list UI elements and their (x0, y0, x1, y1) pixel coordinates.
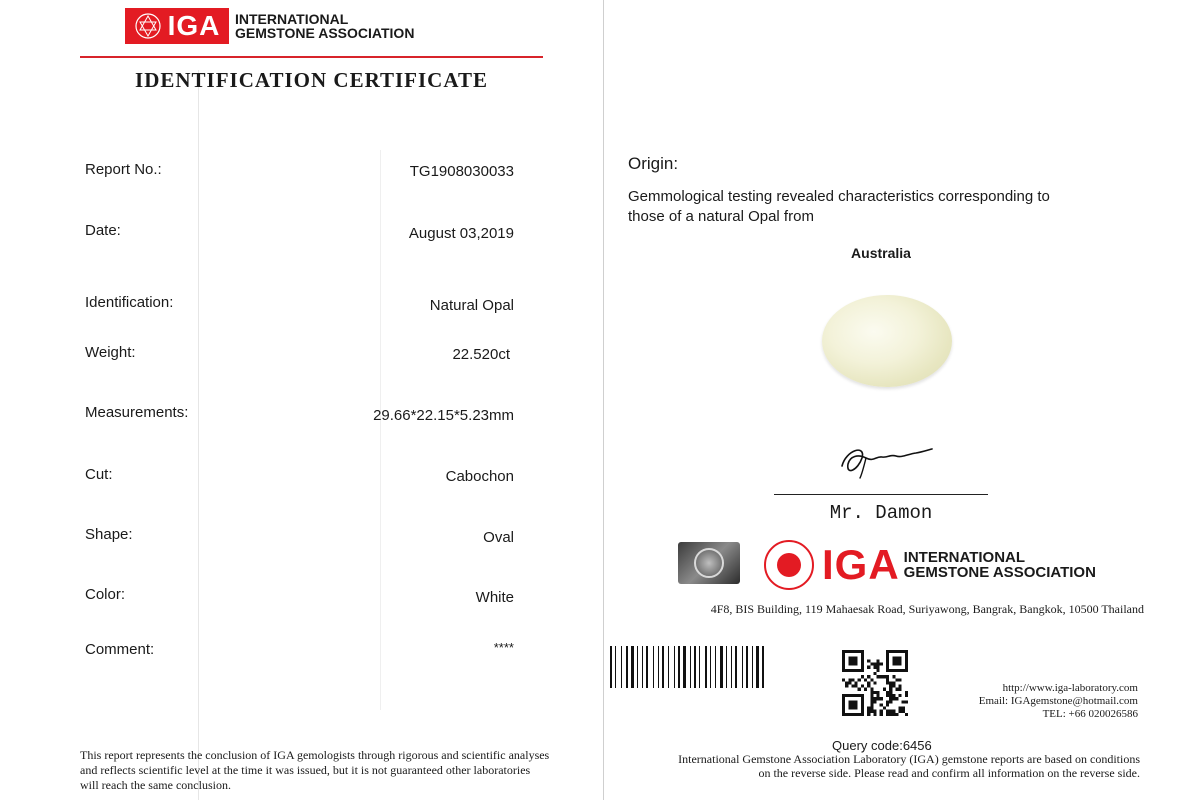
paper-crease (198, 70, 199, 800)
iga-logo (125, 8, 414, 44)
iga-emblem-icon (764, 540, 814, 590)
report-no-value: TG1908030033 (409, 163, 514, 180)
reverse-side-notice: International Gemstone Association Laboratory (IGA) gemstone reports are based on conditions on the reverse side. Please read and confirm all information on the reverse side. (678, 752, 1140, 780)
qr-code-icon (842, 650, 908, 716)
iga-logo-text: IGA (167, 10, 221, 41)
certificate-title: IDENTIFICATION CERTIFICATE (135, 68, 488, 92)
signer-name: Mr. Damon (829, 502, 933, 524)
iga-logo-box (125, 8, 229, 44)
identification-label: Identification: (85, 294, 174, 311)
brand-name (235, 12, 414, 40)
comment-value: **** (493, 640, 514, 655)
barcode-icon (610, 646, 780, 688)
brand-name-line2: GEMSTONE ASSOCIATION (235, 25, 415, 41)
hologram-seal-icon (678, 542, 740, 584)
comment-label: Comment: (85, 641, 155, 658)
iga-logo-footer (764, 540, 1096, 590)
signature-icon (836, 436, 936, 480)
brand-name-line1: INTERNATIONAL (235, 11, 349, 27)
shape-value: Oval (483, 529, 514, 546)
hologram-center (694, 548, 724, 578)
origin-title: Origin: (628, 154, 679, 173)
contact-info (979, 682, 1138, 721)
measurements-label: Measurements: (85, 404, 189, 421)
iga-emblem-icon (134, 12, 162, 40)
signature-line (774, 494, 988, 495)
page-fold (603, 0, 604, 800)
brand-name-line1: INTERNATIONAL (903, 549, 1026, 566)
report-no-label: Report No.: (85, 161, 162, 178)
origin-country: Australia (851, 245, 911, 261)
cut-value: Cabochon (445, 468, 514, 485)
color-value: White (475, 589, 514, 606)
date-value: August 03,2019 (408, 225, 514, 242)
certificate-back-page (606, 0, 1200, 800)
lab-address: 4F8, BIS Building, 119 Mahaesak Road, Suriyawong, Bangrak, Bangkok, 10500 Thailand (710, 602, 1144, 616)
color-label: Color: (85, 586, 126, 603)
paper-crease (380, 150, 381, 710)
iga-logo-text: IGA (822, 541, 900, 588)
disclaimer-text: This report represents the conclusion of IGA gemologists through rigorous and scientific analyses and reflects scientific level at the time it was issued, but it is not guaranteed other laboratories will reach the same conclusion. (80, 748, 550, 792)
weight-label: Weight: (85, 344, 136, 361)
identification-value: Natural Opal (429, 297, 514, 314)
date-label: Date: (85, 222, 121, 239)
email-text: Email: IGAgemstone@hotmail.com (978, 695, 1138, 707)
measurements-value: 29.66*22.15*5.23mm (373, 407, 514, 424)
shape-label: Shape: (85, 526, 133, 543)
cut-label: Cut: (85, 466, 113, 483)
origin-description: Gemmological testing revealed characteristics corresponding to those of a natural Opal from (628, 188, 1050, 225)
header-rule (80, 56, 543, 58)
brand-name (904, 550, 1096, 580)
iga-emblem-center (777, 553, 801, 577)
opal-stone-photo (822, 295, 952, 387)
website-link[interactable]: http://www.iga-laboratory.com (1002, 682, 1138, 694)
telephone-text: TEL: +66 020026586 (1042, 708, 1138, 720)
brand-name-line2: GEMSTONE ASSOCIATION (903, 564, 1096, 581)
weight-value: 22.520ct (452, 346, 510, 363)
query-code: Query code:6456 (832, 738, 932, 753)
